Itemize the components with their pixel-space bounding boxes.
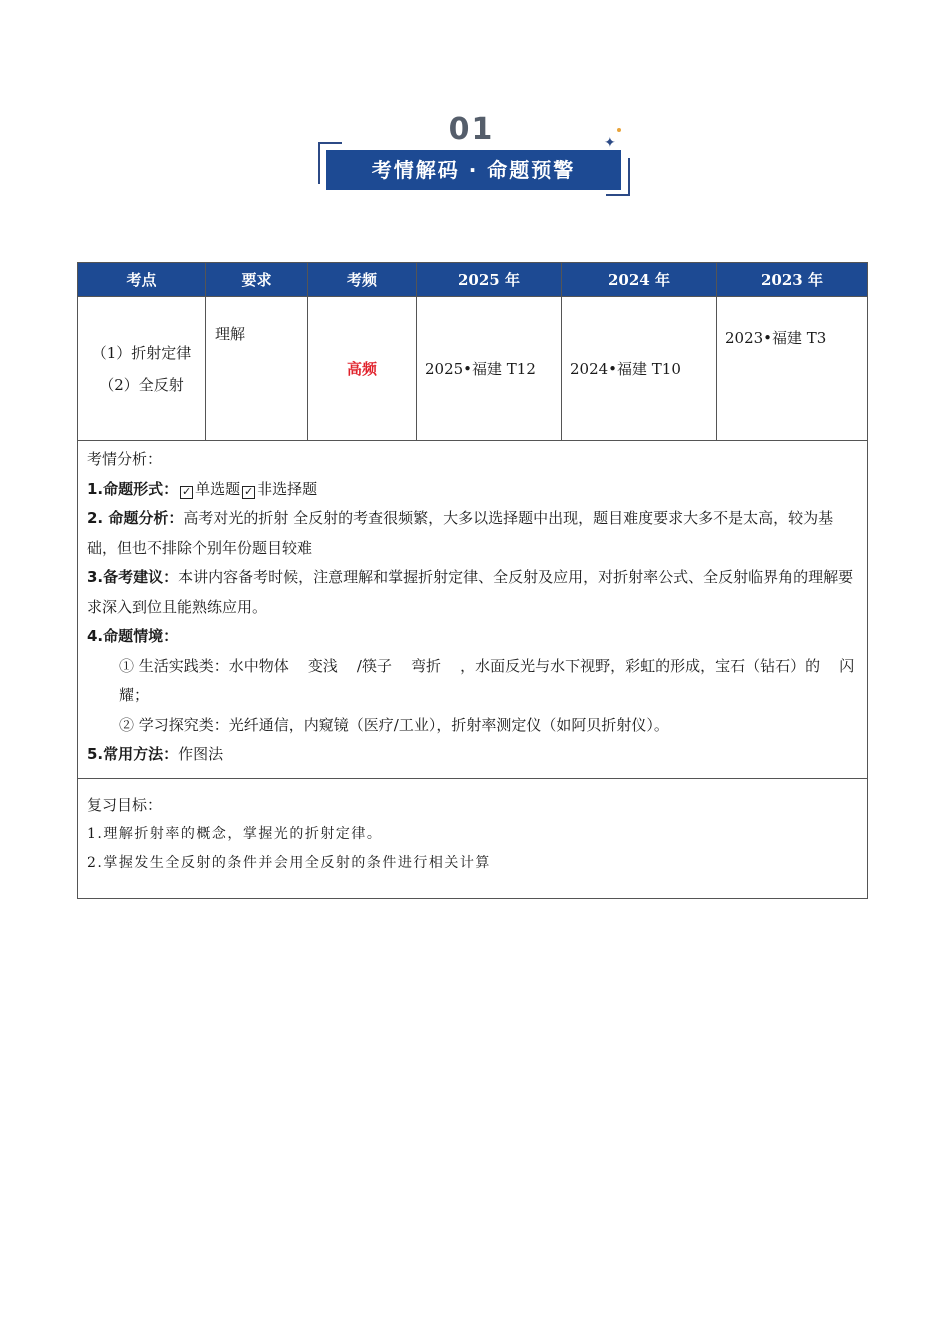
topic-item: （1）折射定律 xyxy=(91,343,192,362)
analysis-label: 2. 命题分析： xyxy=(87,509,184,527)
method-line xyxy=(87,740,858,770)
year-2025-cell: 2025•福建 T12 xyxy=(417,297,562,441)
section-number: 01 xyxy=(448,112,495,147)
header-frequency: 考频 xyxy=(308,263,417,297)
sparkle-icon: ✦ xyxy=(604,135,616,151)
form-line xyxy=(87,475,858,505)
frequency-cell: 高频 xyxy=(308,297,417,441)
method-label: 5.常用方法： xyxy=(87,745,179,763)
context-line xyxy=(87,622,858,652)
analysis-text: 高考对光的折射 全反射的考查很频繁，大多以选择题中出现，题目难度要求大多不是太高，较为基础，但也不排除个别年份题目较难 xyxy=(87,509,834,557)
goals-row xyxy=(78,778,868,898)
analysis-row xyxy=(78,441,868,779)
checkbox-checked-icon: ✓ xyxy=(182,484,192,498)
header-2023: 2023 年 xyxy=(717,263,868,297)
year-2024-cell: 2024•福建 T10 xyxy=(562,297,717,441)
method-text: 作图法 xyxy=(178,745,224,763)
header-2024: 2024 年 xyxy=(562,263,717,297)
form-label: 1.命题形式： xyxy=(87,479,179,498)
header-requirement: 要求 xyxy=(206,263,308,297)
advice-label: 3.备考建议： xyxy=(87,568,179,586)
form-option: 非选择题 xyxy=(257,479,318,498)
advice-paragraph xyxy=(87,563,858,622)
checkbox-checked-icon: ✓ xyxy=(244,484,254,498)
goal-item: 2.掌握发生全反射的条件并会用全反射的条件进行相关计算 xyxy=(87,854,491,871)
table-row xyxy=(78,297,868,441)
header-topic: 考点 xyxy=(78,263,206,297)
goal-item: 1.理解折射率的概念，掌握光的折射定律。 xyxy=(87,825,383,842)
goals-cell xyxy=(78,778,868,898)
analysis-paragraph xyxy=(87,504,858,563)
topic-cell xyxy=(78,297,206,441)
section-title: 考情解码 · 命题预警 xyxy=(326,150,621,190)
topic-item: （2）全反射 xyxy=(99,375,184,394)
context-label: 4.命题情境： xyxy=(87,627,179,645)
section-header xyxy=(0,108,950,208)
analysis-cell xyxy=(78,441,868,779)
advice-text: 本讲内容备考时候，注意理解和掌握折射定律、全反射及应用，对折射率公式、全反射临界角的理解要求深入到位且能熟练应用。 xyxy=(87,568,854,616)
exam-table xyxy=(77,262,868,899)
goals-title: 复习目标： xyxy=(87,795,163,814)
year-2023-cell: 2023•福建 T3 xyxy=(717,297,868,441)
table-header-row xyxy=(78,263,868,297)
header-2025: 2025 年 xyxy=(417,263,562,297)
context-item: ② 学习探究类：光纤通信，内窥镜（医疗/工业），折射率测定仪（如阿贝折射仪）。 xyxy=(119,715,669,734)
dot-icon xyxy=(617,128,621,132)
context-item: ① 生活实践类：水中物体 变浅 /筷子 弯折 ，水面反光与水下视野，彩虹的形成，宝石（钻石）的 闪耀； xyxy=(119,656,855,704)
form-option: 单选题 xyxy=(195,479,241,498)
analysis-title: 考情分析： xyxy=(87,450,163,468)
requirement-cell: 理解 xyxy=(206,297,308,441)
